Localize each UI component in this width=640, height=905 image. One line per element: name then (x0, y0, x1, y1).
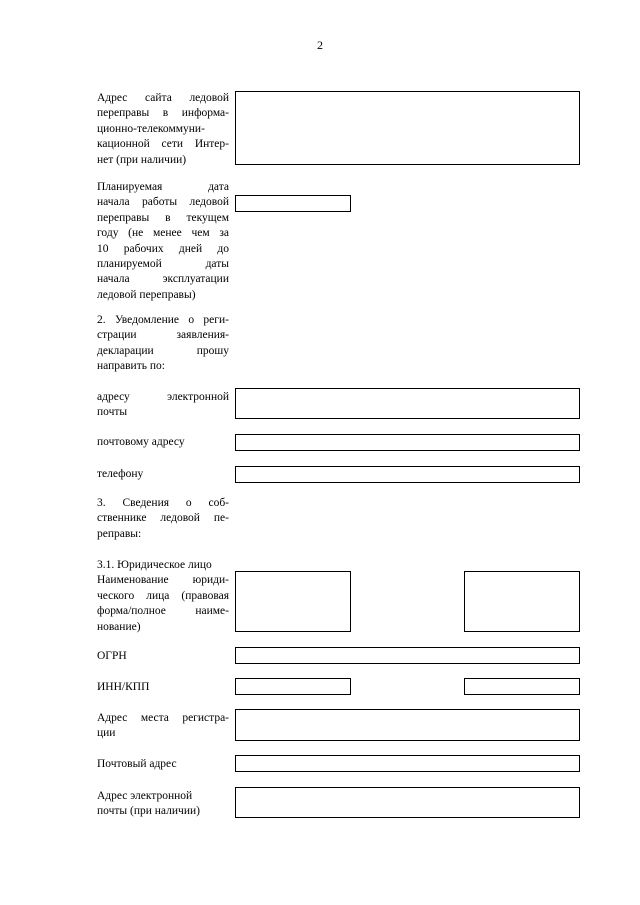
mail-address-label (97, 757, 229, 772)
label-line: реправы: (97, 527, 142, 540)
notify-heading (97, 313, 229, 375)
label-line: планируемой даты (97, 258, 229, 271)
label-line: ционно-телекоммуни- (97, 122, 205, 135)
inn-kpp-label (97, 680, 229, 695)
label-line: Адрес электронной (97, 790, 193, 802)
label-line: ледовой переправы) (97, 288, 196, 301)
label-line: переправы в текущем (97, 211, 229, 224)
kpp-field[interactable] (464, 678, 580, 695)
label-line: кационной сети Интер- (97, 138, 229, 151)
label-line: начала эксплуатации (97, 273, 229, 286)
label-line: ОГРН (97, 650, 127, 662)
label-line: 3. Сведения о соб- (97, 497, 229, 509)
mail-address-field[interactable] (235, 755, 580, 772)
label-line: году (не менее чем за (97, 227, 229, 240)
label-line: ственнике ледовой пе- (97, 512, 229, 525)
email-optional-field[interactable] (235, 787, 580, 818)
legal-form-field[interactable] (235, 571, 351, 632)
email-optional-label (97, 789, 229, 820)
label-line: 10 рабочих дней до (97, 242, 229, 255)
label-line: 3.1. Юридическое лицо (97, 559, 212, 571)
label-line: почты (при наличии) (97, 805, 200, 818)
label-line: нет (при наличии) (97, 153, 187, 166)
label-line: декларации прошу (97, 344, 229, 357)
label-line: Наименование юриди- (97, 574, 229, 587)
label-line: нование) (97, 620, 141, 633)
label-line: почтовому адресу (97, 436, 185, 448)
website-label (97, 91, 229, 168)
email-label (97, 390, 229, 421)
label-line: страции заявления- (97, 329, 229, 342)
label-line: начала работы ледовой (97, 196, 229, 209)
start-date-label (97, 180, 229, 303)
email-field[interactable] (235, 388, 580, 419)
label-line: ИНН/КПП (97, 681, 150, 693)
postal-label (97, 435, 229, 450)
website-field[interactable] (235, 91, 580, 165)
page-number: 2 (317, 38, 323, 52)
label-line: переправы в информа- (97, 107, 229, 120)
label-line: ции (97, 727, 116, 740)
label-line: Почтовый адрес (97, 758, 177, 770)
label-line: 2. Уведомление о реги- (97, 314, 229, 326)
owner-heading (97, 496, 229, 542)
label-line: направить по: (97, 360, 165, 373)
label-line: Адрес сайта ледовой (97, 92, 229, 104)
ogrn-field[interactable] (235, 647, 580, 664)
reg-address-field[interactable] (235, 709, 580, 741)
phone-label (97, 467, 229, 482)
ogrn-label (97, 649, 229, 664)
label-line: адресу электронной (97, 391, 229, 403)
inn-field[interactable] (235, 678, 351, 695)
label-line: ческого лица (правовая (97, 589, 229, 602)
label-line: Планируемая дата (97, 181, 229, 193)
legal-entity-label (97, 558, 229, 635)
label-line: форма/полное наиме- (97, 605, 229, 618)
label-line: телефону (97, 468, 144, 480)
reg-address-label (97, 711, 229, 742)
start-date-field[interactable] (235, 195, 351, 212)
postal-field[interactable] (235, 434, 580, 451)
legal-name-field[interactable] (464, 571, 580, 632)
label-line: почты (97, 406, 128, 419)
phone-field[interactable] (235, 466, 580, 483)
label-line: Адрес места регистра- (97, 712, 229, 724)
